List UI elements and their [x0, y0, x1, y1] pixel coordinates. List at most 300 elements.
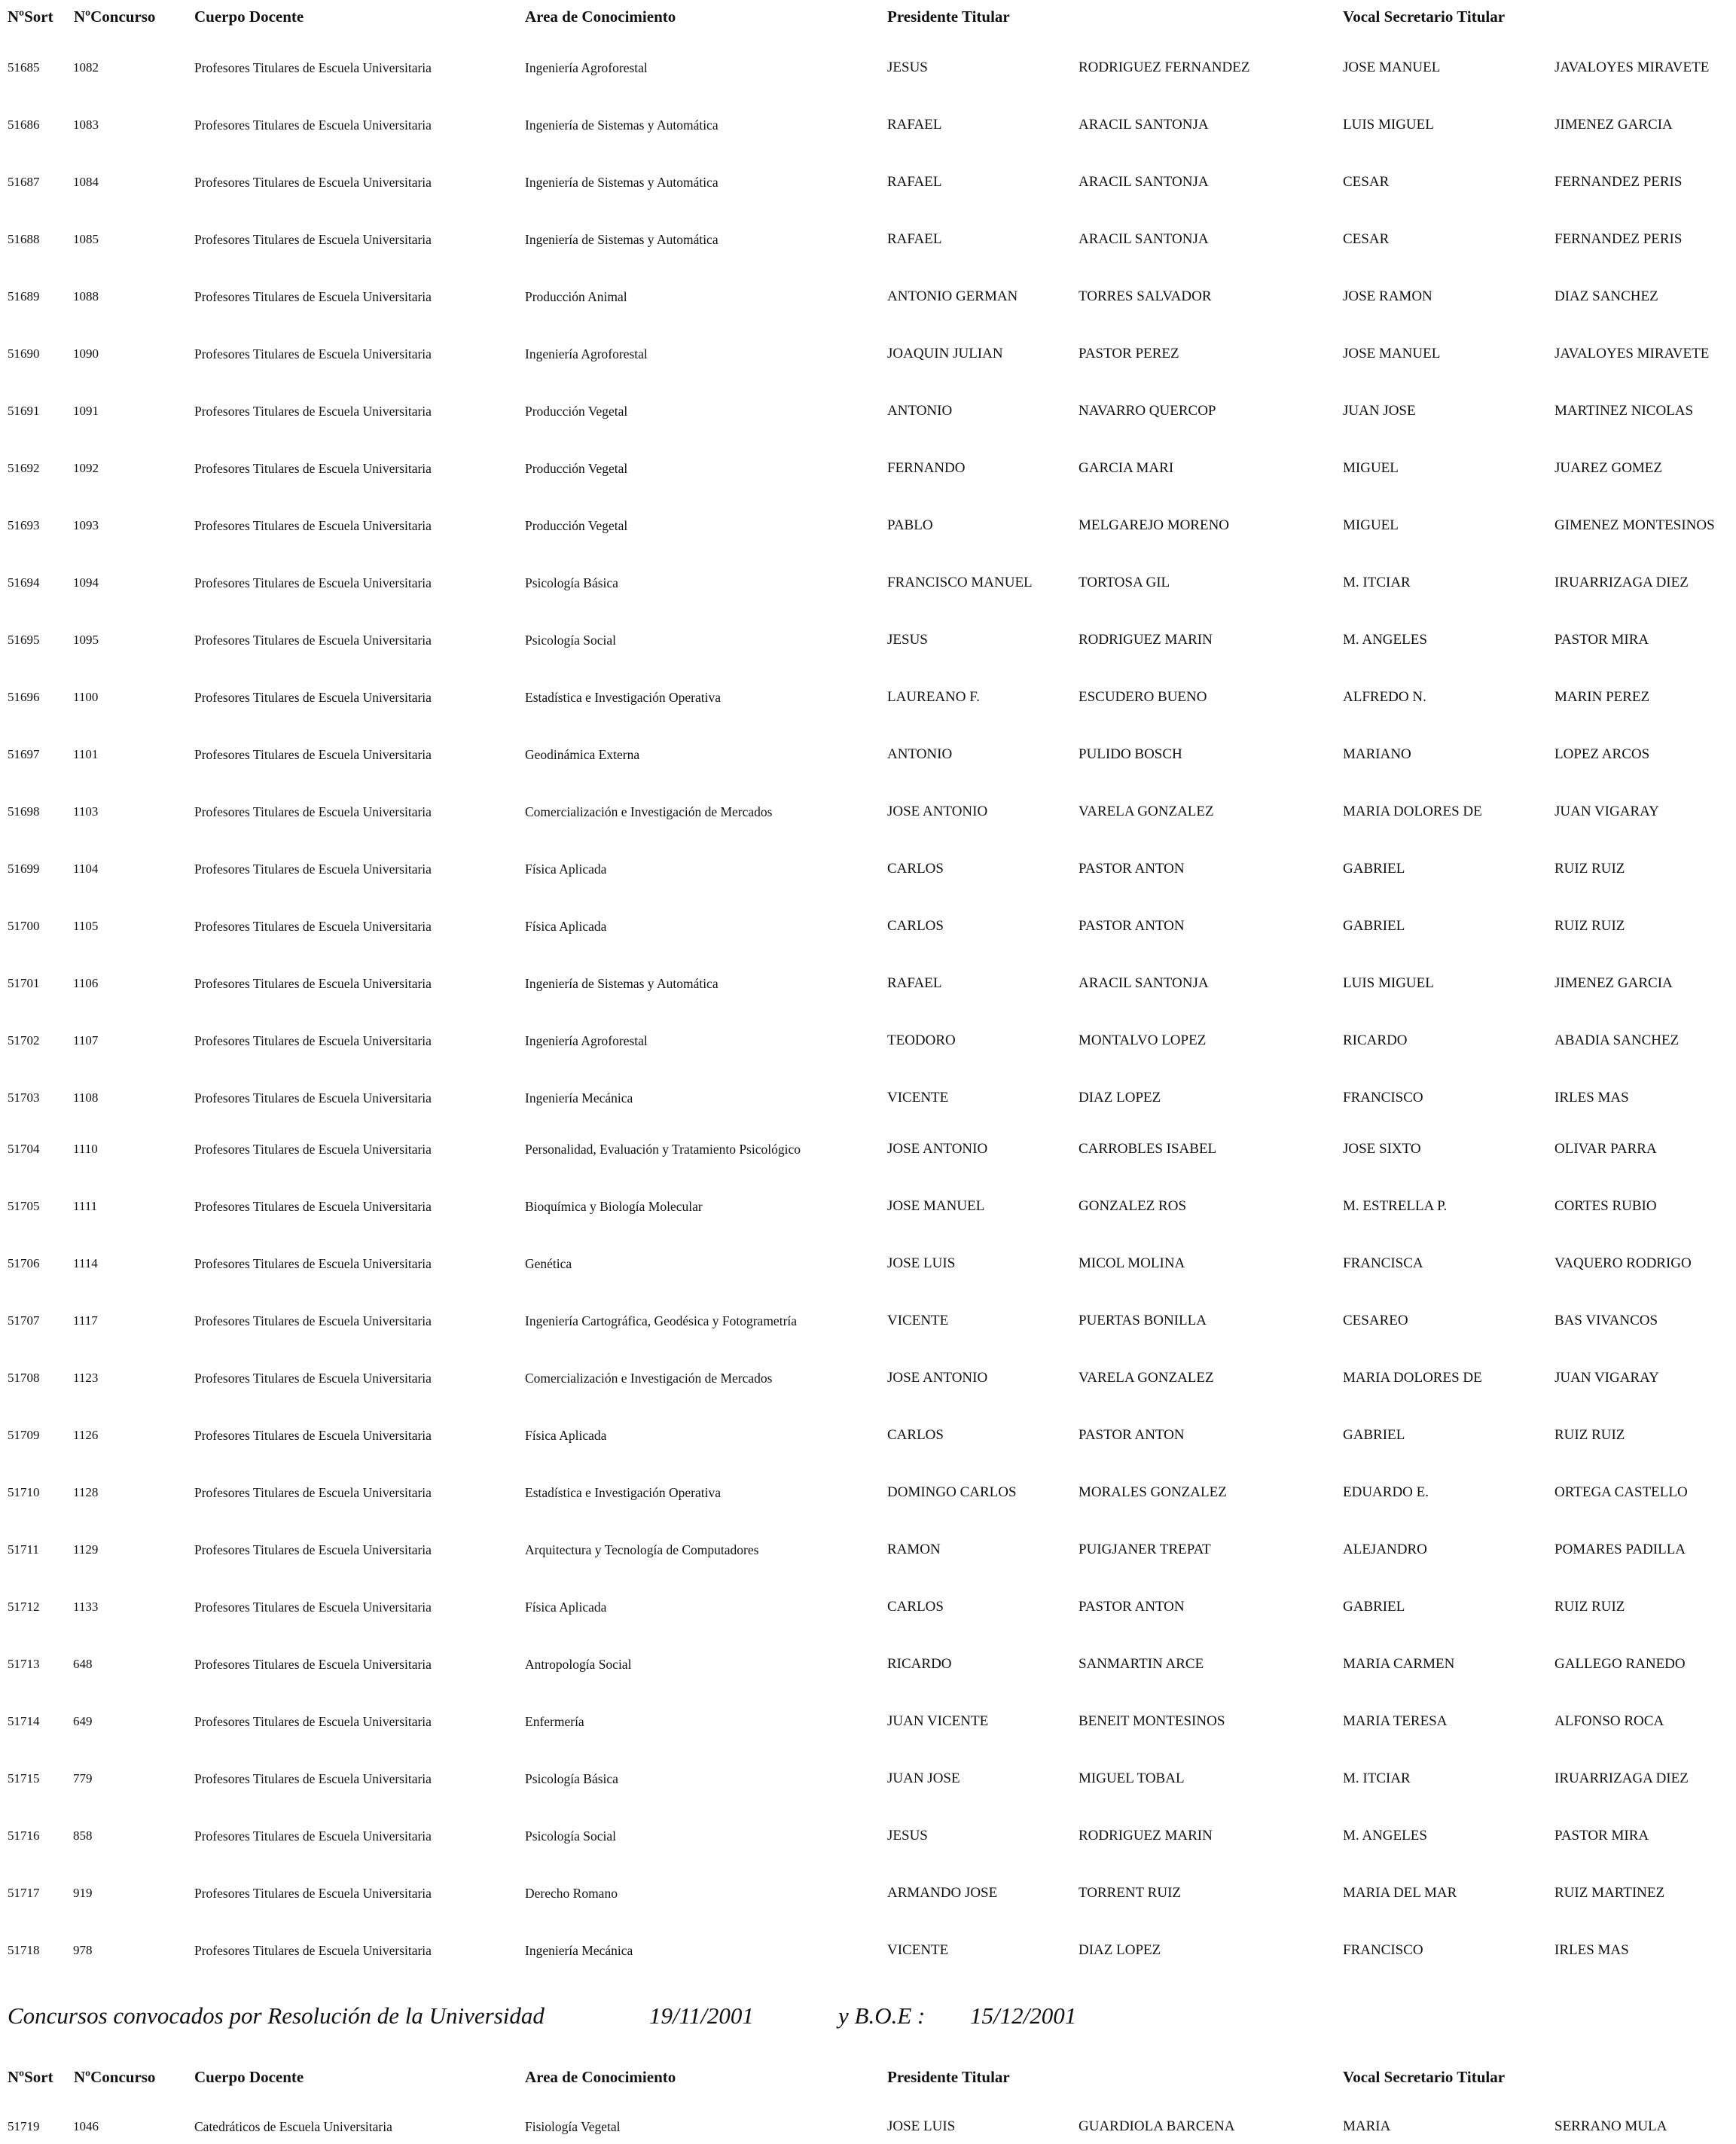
cell-area: Bioquímica y Biología Molecular — [525, 1199, 703, 1214]
cell-vocal-apellidos: RUIZ RUIZ — [1554, 1599, 1625, 1615]
cell-presidente-nombre: TEODORO — [887, 1032, 956, 1048]
cell-cuerpo: Profesores Titulares de Escuela Universitaria — [194, 976, 432, 991]
cell-cuerpo: Profesores Titulares de Escuela Universitaria — [194, 1886, 432, 1901]
cell-vocal-nombre: LUIS MIGUEL — [1343, 975, 1434, 991]
cell-cuerpo: Profesores Titulares de Escuela Universitaria — [194, 1199, 432, 1214]
cell-area: Geodinámica Externa — [525, 747, 640, 762]
cell-presidente-nombre: FERNANDO — [887, 460, 966, 476]
cell-sort: 51712 — [8, 1600, 40, 1614]
cell-presidente-apellidos: MORALES GONZALEZ — [1079, 1484, 1227, 1500]
cell-vocal-apellidos: LOPEZ ARCOS — [1554, 746, 1650, 762]
cell-concurso: 779 — [73, 1771, 93, 1786]
cell-area: Física Aplicada — [525, 1428, 607, 1443]
cell-vocal-apellidos: RUIZ RUIZ — [1554, 1427, 1625, 1443]
cell-concurso: 1095 — [73, 633, 99, 647]
cell-presidente-apellidos: PUIGJANER TREPAT — [1079, 1542, 1211, 1557]
cell-concurso: 1103 — [73, 804, 99, 819]
cell-vocal-nombre: MIGUEL — [1343, 460, 1399, 476]
cell-presidente-nombre: ANTONIO GERMAN — [887, 288, 1018, 304]
cell-vocal-apellidos: MARTINEZ NICOLAS — [1554, 403, 1694, 419]
table-row — [0, 167, 1736, 197]
cell-cuerpo: Profesores Titulares de Escuela Universitaria — [194, 1142, 432, 1157]
cell-presidente-apellidos: TORTOSA GIL — [1079, 575, 1170, 590]
cell-area: Ingeniería Agroforestal — [525, 60, 648, 75]
cell-vocal-apellidos: PASTOR MIRA — [1554, 1828, 1649, 1844]
cell-sort: 51706 — [8, 1256, 40, 1270]
cell-concurso: 1104 — [73, 862, 99, 876]
cell-sort: 51688 — [8, 232, 40, 246]
cell-cuerpo: Profesores Titulares de Escuela Universitaria — [194, 862, 432, 877]
cell-presidente-apellidos: GUARDIOLA BARCENA — [1079, 2118, 1235, 2134]
cell-sort: 51714 — [8, 1714, 40, 1728]
cell-vocal-nombre: MARIA DOLORES DE — [1343, 804, 1482, 819]
cell-presidente-apellidos: ESCUDERO BUENO — [1079, 689, 1207, 705]
cell-sort: 51716 — [8, 1828, 40, 1843]
cell-vocal-nombre: CESAREO — [1343, 1313, 1408, 1328]
cell-presidente-nombre: JOAQUIN JULIAN — [887, 346, 1003, 361]
cell-concurso: 1101 — [73, 747, 99, 761]
cell-presidente-apellidos: DIAZ LOPEZ — [1079, 1090, 1161, 1106]
cell-sort: 51718 — [8, 1943, 40, 1957]
cell-cuerpo: Profesores Titulares de Escuela Universitaria — [194, 117, 432, 133]
cell-area: Antropología Social — [525, 1657, 632, 1672]
cell-sort: 51694 — [8, 575, 40, 590]
header-vocal: Vocal Secretario Titular — [1343, 8, 1506, 26]
cell-vocal-nombre: JOSE MANUEL — [1343, 346, 1441, 361]
cell-presidente-nombre: CARLOS — [887, 1599, 944, 1615]
cell-sort: 51705 — [8, 1199, 40, 1213]
cell-sort: 51715 — [8, 1771, 40, 1786]
cell-area: Física Aplicada — [525, 919, 607, 934]
cell-area: Genética — [525, 1256, 572, 1271]
cell-sort: 51687 — [8, 175, 40, 189]
cell-vocal-apellidos: RUIZ RUIZ — [1554, 861, 1625, 877]
table-row — [0, 1191, 1736, 1221]
cell-area: Ingeniería Mecánica — [525, 1090, 633, 1106]
table-row — [0, 1764, 1736, 1794]
cell-concurso: 1105 — [73, 919, 99, 933]
cell-sort: 51685 — [8, 60, 40, 75]
header-area: Area de Conocimiento — [525, 8, 676, 26]
cell-presidente-apellidos: VARELA GONZALEZ — [1079, 1370, 1214, 1386]
cell-presidente-apellidos: MICOL MOLINA — [1079, 1255, 1185, 1271]
section-date-resolucion: 19/11/2001 — [649, 2002, 754, 2029]
table-row — [0, 1878, 1736, 1908]
cell-presidente-nombre: JOSE LUIS — [887, 1255, 956, 1271]
cell-area: Arquitectura y Tecnología de Computadores — [525, 1542, 759, 1557]
cell-vocal-apellidos: JIMENEZ GARCIA — [1554, 117, 1673, 133]
cell-vocal-nombre: M. ITCIAR — [1343, 575, 1411, 590]
cell-presidente-apellidos: ARACIL SANTONJA — [1079, 117, 1209, 133]
cell-concurso: 1046 — [73, 2119, 99, 2133]
cell-presidente-nombre: RAFAEL — [887, 231, 942, 247]
cell-presidente-nombre: JESUS — [887, 632, 928, 648]
cell-area: Ingeniería Mecánica — [525, 1943, 633, 1958]
cell-sort: 51698 — [8, 804, 40, 819]
cell-sort: 51700 — [8, 919, 40, 933]
cell-area: Ingeniería Agroforestal — [525, 1033, 648, 1048]
cell-presidente-nombre: JOSE MANUEL — [887, 1198, 985, 1214]
cell-sort: 51711 — [8, 1542, 39, 1557]
cell-vocal-nombre: MARIA TERESA — [1343, 1713, 1448, 1729]
cell-sort: 51710 — [8, 1485, 40, 1499]
cell-cuerpo: Profesores Titulares de Escuela Universitaria — [194, 1542, 432, 1557]
cell-area: Física Aplicada — [525, 1600, 607, 1615]
cell-vocal-apellidos: SERRANO MULA — [1554, 2118, 1667, 2134]
cell-sort: 51692 — [8, 461, 40, 475]
cell-presidente-nombre: JOSE LUIS — [887, 2118, 956, 2134]
cell-cuerpo: Profesores Titulares de Escuela Universitaria — [194, 289, 432, 304]
cell-area: Producción Vegetal — [525, 461, 628, 476]
cell-cuerpo: Profesores Titulares de Escuela Universitaria — [194, 1485, 432, 1500]
cell-presidente-apellidos: PUERTAS BONILLA — [1079, 1313, 1207, 1328]
cell-presidente-apellidos: MONTALVO LOPEZ — [1079, 1032, 1207, 1048]
cell-cuerpo: Profesores Titulares de Escuela Universitaria — [194, 1256, 432, 1271]
table-row — [0, 968, 1736, 999]
header-presidente: Presidente Titular — [887, 8, 1010, 26]
table-row — [0, 453, 1736, 483]
cell-vocal-apellidos: RUIZ RUIZ — [1554, 918, 1625, 934]
cell-vocal-apellidos: IRUARRIZAGA DIEZ — [1554, 1770, 1689, 1786]
header-cuerpo: Cuerpo Docente — [194, 8, 304, 26]
table-row — [0, 911, 1736, 941]
table-header — [0, 2, 1736, 32]
cell-cuerpo: Profesores Titulares de Escuela Universitaria — [194, 1714, 432, 1729]
cell-presidente-apellidos: TORRENT RUIZ — [1079, 1885, 1181, 1901]
cell-cuerpo: Profesores Titulares de Escuela Universitaria — [194, 747, 432, 762]
cell-presidente-apellidos: PULIDO BOSCH — [1079, 746, 1182, 762]
table-row — [0, 682, 1736, 712]
cell-presidente-apellidos: RODRIGUEZ MARIN — [1079, 1828, 1213, 1844]
cell-sort: 51701 — [8, 976, 40, 990]
table-header-2 — [0, 2062, 1736, 2092]
cell-presidente-nombre: ARMANDO JOSE — [887, 1885, 998, 1901]
cell-sort: 51693 — [8, 518, 40, 532]
cell-vocal-apellidos: GIMENEZ MONTESINOS — [1554, 517, 1715, 533]
cell-concurso: 1110 — [73, 1142, 98, 1156]
cell-sort: 51709 — [8, 1428, 40, 1442]
cell-presidente-apellidos: PASTOR ANTON — [1079, 1427, 1185, 1443]
cell-vocal-nombre: GABRIEL — [1343, 861, 1405, 877]
cell-vocal-apellidos: ABADIA SANCHEZ — [1554, 1032, 1680, 1048]
cell-vocal-nombre: MIGUEL — [1343, 517, 1399, 533]
cell-vocal-apellidos: JUAN VIGARAY — [1554, 804, 1659, 819]
cell-presidente-apellidos: ARACIL SANTONJA — [1079, 975, 1209, 991]
cell-presidente-apellidos: TORRES SALVADOR — [1079, 288, 1212, 304]
cell-sort: 51707 — [8, 1313, 40, 1328]
table-row — [0, 1478, 1736, 1508]
cell-vocal-apellidos: JIMENEZ GARCIA — [1554, 975, 1673, 991]
cell-vocal-apellidos: ORTEGA CASTELLO — [1554, 1484, 1688, 1500]
cell-vocal-nombre: JUAN JOSE — [1343, 403, 1416, 419]
table-row — [0, 1363, 1736, 1393]
cell-presidente-nombre: JOSE ANTONIO — [887, 1141, 988, 1157]
cell-vocal-nombre: MARIANO — [1343, 746, 1411, 762]
cell-vocal-apellidos: GALLEGO RANEDO — [1554, 1656, 1686, 1672]
table-row — [0, 1134, 1736, 1164]
cell-area: Estadística e Investigación Operativa — [525, 690, 721, 705]
cell-concurso: 858 — [73, 1828, 93, 1843]
cell-presidente-nombre: LAUREANO F. — [887, 689, 981, 705]
cell-presidente-apellidos: RODRIGUEZ FERNANDEZ — [1079, 59, 1250, 75]
cell-presidente-nombre: JUAN VICENTE — [887, 1713, 989, 1729]
table-row — [0, 224, 1736, 255]
cell-vocal-nombre: MARIA DEL MAR — [1343, 1885, 1457, 1901]
cell-presidente-apellidos: PASTOR ANTON — [1079, 1599, 1185, 1615]
cell-sort: 51690 — [8, 346, 40, 361]
cell-sort: 51719 — [8, 2119, 40, 2133]
cell-vocal-nombre: M. ANGELES — [1343, 1828, 1427, 1844]
cell-area: Personalidad, Evaluación y Tratamiento Psicológico — [525, 1142, 801, 1157]
header-concurso: NºConcurso — [74, 8, 156, 26]
cell-vocal-nombre: MARIA — [1343, 2118, 1391, 2134]
cell-vocal-nombre: ALEJANDRO — [1343, 1542, 1427, 1557]
cell-presidente-apellidos: NAVARRO QUERCOP — [1079, 403, 1216, 419]
cell-area: Enfermería — [525, 1714, 584, 1729]
cell-vocal-apellidos: JAVALOYES MIRAVETE — [1554, 346, 1710, 361]
cell-presidente-nombre: FRANCISCO MANUEL — [887, 575, 1033, 590]
cell-presidente-apellidos: DIAZ LOPEZ — [1079, 1942, 1161, 1958]
cell-concurso: 978 — [73, 1943, 93, 1957]
cell-cuerpo: Profesores Titulares de Escuela Universitaria — [194, 1943, 432, 1958]
cell-area: Psicología Básica — [525, 1771, 618, 1786]
cell-sort: 51703 — [8, 1090, 40, 1105]
cell-presidente-apellidos: PASTOR ANTON — [1079, 918, 1185, 934]
cell-presidente-nombre: PABLO — [887, 517, 933, 533]
cell-area: Derecho Romano — [525, 1886, 618, 1901]
table-row — [0, 568, 1736, 598]
cell-vocal-nombre: MARIA DOLORES DE — [1343, 1370, 1482, 1386]
cell-vocal-apellidos: PASTOR MIRA — [1554, 632, 1649, 648]
cell-presidente-apellidos: ARACIL SANTONJA — [1079, 174, 1209, 190]
cell-sort: 51691 — [8, 404, 40, 418]
cell-cuerpo: Profesores Titulares de Escuela Universitaria — [194, 346, 432, 361]
cell-vocal-apellidos: JUAREZ GOMEZ — [1554, 460, 1663, 476]
cell-vocal-nombre: RICARDO — [1343, 1032, 1408, 1048]
cell-area: Ingeniería Agroforestal — [525, 346, 648, 361]
cell-vocal-nombre: JOSE MANUEL — [1343, 59, 1441, 75]
cell-presidente-nombre: VICENTE — [887, 1313, 949, 1328]
cell-concurso: 1111 — [73, 1199, 98, 1213]
cell-sort: 51697 — [8, 747, 40, 761]
cell-vocal-apellidos: MARIN PEREZ — [1554, 689, 1650, 705]
cell-presidente-apellidos: PASTOR PEREZ — [1079, 346, 1179, 361]
cell-vocal-apellidos: RUIZ MARTINEZ — [1554, 1885, 1665, 1901]
cell-sort: 51708 — [8, 1371, 40, 1385]
cell-concurso: 1092 — [73, 461, 99, 475]
table-row — [0, 511, 1736, 541]
cell-concurso: 1106 — [73, 976, 99, 990]
cell-area: Producción Vegetal — [525, 404, 628, 419]
cell-concurso: 1128 — [73, 1485, 99, 1499]
table-row — [0, 797, 1736, 827]
cell-presidente-apellidos: GARCIA MARI — [1079, 460, 1174, 476]
table-row — [0, 1935, 1736, 1966]
table-row — [0, 339, 1736, 369]
cell-cuerpo: Profesores Titulares de Escuela Universitaria — [194, 232, 432, 247]
cell-area: Producción Vegetal — [525, 518, 628, 533]
table-row — [0, 1249, 1736, 1279]
cell-sort: 51702 — [8, 1033, 40, 1048]
cell-concurso: 1123 — [73, 1371, 99, 1385]
cell-cuerpo: Catedráticos de Escuela Universitaria — [194, 2119, 392, 2134]
cell-concurso: 1133 — [73, 1600, 99, 1614]
table-row — [0, 1420, 1736, 1450]
cell-vocal-apellidos: OLIVAR PARRA — [1554, 1141, 1657, 1157]
cell-presidente-nombre: VICENTE — [887, 1942, 949, 1958]
cell-presidente-apellidos: ARACIL SANTONJA — [1079, 231, 1209, 247]
cell-vocal-nombre: FRANCISCO — [1343, 1942, 1423, 1958]
cell-concurso: 1091 — [73, 404, 99, 418]
cell-area: Psicología Social — [525, 633, 617, 648]
cell-presidente-apellidos: VARELA GONZALEZ — [1079, 804, 1214, 819]
cell-vocal-nombre: EDUARDO E. — [1343, 1484, 1429, 1500]
cell-presidente-nombre: CARLOS — [887, 1427, 944, 1443]
cell-concurso: 1108 — [73, 1090, 99, 1105]
header-concurso: NºConcurso — [74, 2068, 156, 2086]
cell-area: Psicología Básica — [525, 575, 618, 590]
cell-concurso: 1129 — [73, 1542, 99, 1557]
cell-vocal-apellidos: IRLES MAS — [1554, 1090, 1629, 1106]
cell-presidente-nombre: ANTONIO — [887, 746, 953, 762]
cell-sort: 51696 — [8, 690, 40, 704]
cell-cuerpo: Profesores Titulares de Escuela Universitaria — [194, 1371, 432, 1386]
cell-vocal-nombre: M. ESTRELLA P. — [1343, 1198, 1448, 1214]
cell-sort: 51695 — [8, 633, 40, 647]
header-sort: NºSort — [8, 8, 53, 26]
cell-concurso: 1084 — [73, 175, 99, 189]
header-cuerpo: Cuerpo Docente — [194, 2068, 304, 2086]
cell-vocal-nombre: FRANCISCA — [1343, 1255, 1423, 1271]
table-row — [0, 282, 1736, 312]
cell-vocal-nombre: MARIA CARMEN — [1343, 1656, 1455, 1672]
cell-vocal-nombre: LUIS MIGUEL — [1343, 117, 1434, 133]
cell-cuerpo: Profesores Titulares de Escuela Universitaria — [194, 461, 432, 476]
cell-cuerpo: Profesores Titulares de Escuela Universitaria — [194, 633, 432, 648]
cell-vocal-apellidos: VAQUERO RODRIGO — [1554, 1255, 1692, 1271]
table-row — [0, 2112, 1736, 2142]
cell-presidente-apellidos: RODRIGUEZ MARIN — [1079, 632, 1213, 648]
cell-presidente-nombre: ANTONIO — [887, 403, 953, 419]
cell-presidente-apellidos: GONZALEZ ROS — [1079, 1198, 1187, 1214]
cell-cuerpo: Profesores Titulares de Escuela Universitaria — [194, 1828, 432, 1844]
cell-vocal-nombre: JOSE SIXTO — [1343, 1141, 1421, 1157]
cell-presidente-apellidos: MELGAREJO MORENO — [1079, 517, 1230, 533]
section-date-boe: 15/12/2001 — [970, 2002, 1077, 2029]
cell-presidente-nombre: CARLOS — [887, 861, 944, 877]
cell-vocal-nombre: M. ANGELES — [1343, 632, 1427, 648]
cell-vocal-nombre: GABRIEL — [1343, 1427, 1405, 1443]
cell-presidente-nombre: JOSE ANTONIO — [887, 1370, 988, 1386]
cell-cuerpo: Profesores Titulares de Escuela Universitaria — [194, 1600, 432, 1615]
cell-area: Ingeniería de Sistemas y Automática — [525, 117, 719, 133]
cell-concurso: 1093 — [73, 518, 99, 532]
cell-area: Ingeniería de Sistemas y Automática — [525, 232, 719, 247]
cell-presidente-apellidos: PASTOR ANTON — [1079, 861, 1185, 877]
table-row — [0, 625, 1736, 655]
cell-presidente-nombre: JESUS — [887, 59, 928, 75]
cell-area: Fisiología Vegetal — [525, 2119, 621, 2134]
cell-presidente-nombre: CARLOS — [887, 918, 944, 934]
cell-cuerpo: Profesores Titulares de Escuela Universitaria — [194, 404, 432, 419]
cell-presidente-nombre: RAMON — [887, 1542, 941, 1557]
cell-vocal-apellidos: POMARES PADILLA — [1554, 1542, 1686, 1557]
cell-presidente-apellidos: SANMARTIN ARCE — [1079, 1656, 1204, 1672]
cell-area: Ingeniería de Sistemas y Automática — [525, 175, 719, 190]
cell-sort: 51717 — [8, 1886, 40, 1900]
cell-presidente-apellidos: MIGUEL TOBAL — [1079, 1770, 1185, 1786]
cell-concurso: 1094 — [73, 575, 99, 590]
cell-vocal-apellidos: IRUARRIZAGA DIEZ — [1554, 575, 1689, 590]
table-row — [0, 1649, 1736, 1679]
header-presidente: Presidente Titular — [887, 2068, 1010, 2086]
table-row — [0, 1083, 1736, 1113]
cell-sort: 51686 — [8, 117, 40, 132]
table-row — [0, 396, 1736, 426]
cell-cuerpo: Profesores Titulares de Escuela Universitaria — [194, 919, 432, 934]
cell-cuerpo: Profesores Titulares de Escuela Universitaria — [194, 1033, 432, 1048]
cell-vocal-nombre: GABRIEL — [1343, 1599, 1405, 1615]
cell-vocal-nombre: ALFREDO N. — [1343, 689, 1426, 705]
table-row — [0, 854, 1736, 884]
cell-concurso: 1117 — [73, 1313, 98, 1328]
cell-vocal-apellidos: FERNANDEZ PERIS — [1554, 174, 1683, 190]
cell-area: Ingeniería de Sistemas y Automática — [525, 976, 719, 991]
cell-concurso: 1085 — [73, 232, 99, 246]
cell-area: Ingeniería Cartográfica, Geodésica y Fotogrametría — [525, 1313, 798, 1328]
table-row — [0, 1306, 1736, 1336]
cell-sort: 51689 — [8, 289, 40, 303]
cell-area: Estadística e Investigación Operativa — [525, 1485, 721, 1500]
cell-presidente-nombre: JUAN JOSE — [887, 1770, 960, 1786]
cell-concurso: 1114 — [73, 1256, 98, 1270]
cell-concurso: 919 — [73, 1886, 93, 1900]
cell-presidente-nombre: JESUS — [887, 1828, 928, 1844]
cell-concurso: 649 — [73, 1714, 93, 1728]
table-row — [0, 53, 1736, 83]
cell-presidente-nombre: RAFAEL — [887, 174, 942, 190]
cell-vocal-apellidos: DIAZ SANCHEZ — [1554, 288, 1658, 304]
table-row — [0, 110, 1736, 140]
cell-vocal-nombre: GABRIEL — [1343, 918, 1405, 934]
cell-area: Psicología Social — [525, 1828, 617, 1844]
cell-cuerpo: Profesores Titulares de Escuela Universitaria — [194, 60, 432, 75]
section-title — [8, 1997, 1732, 2035]
cell-vocal-apellidos: CORTES RUBIO — [1554, 1198, 1657, 1214]
cell-cuerpo: Profesores Titulares de Escuela Universitaria — [194, 1771, 432, 1786]
cell-cuerpo: Profesores Titulares de Escuela Universitaria — [194, 690, 432, 705]
cell-sort: 51704 — [8, 1142, 40, 1156]
cell-cuerpo: Profesores Titulares de Escuela Universitaria — [194, 1428, 432, 1443]
cell-area: Comercialización e Investigación de Mercados — [525, 804, 773, 819]
cell-concurso: 648 — [73, 1657, 93, 1671]
cell-presidente-nombre: RAFAEL — [887, 975, 942, 991]
cell-vocal-nombre: CESAR — [1343, 231, 1390, 247]
cell-concurso: 1107 — [73, 1033, 99, 1048]
cell-vocal-apellidos: JUAN VIGARAY — [1554, 1370, 1659, 1386]
cell-presidente-nombre: RAFAEL — [887, 117, 942, 133]
cell-vocal-nombre: JOSE RAMON — [1343, 288, 1432, 304]
cell-presidente-apellidos: CARROBLES ISABEL — [1079, 1141, 1217, 1157]
cell-vocal-apellidos: FERNANDEZ PERIS — [1554, 231, 1683, 247]
cell-concurso: 1100 — [73, 690, 99, 704]
cell-vocal-nombre: M. ITCIAR — [1343, 1770, 1411, 1786]
table-row — [0, 740, 1736, 770]
cell-concurso: 1083 — [73, 117, 99, 132]
header-area: Area de Conocimiento — [525, 2068, 676, 2086]
cell-presidente-nombre: DOMINGO CARLOS — [887, 1484, 1017, 1500]
cell-area: Producción Animal — [525, 289, 627, 304]
